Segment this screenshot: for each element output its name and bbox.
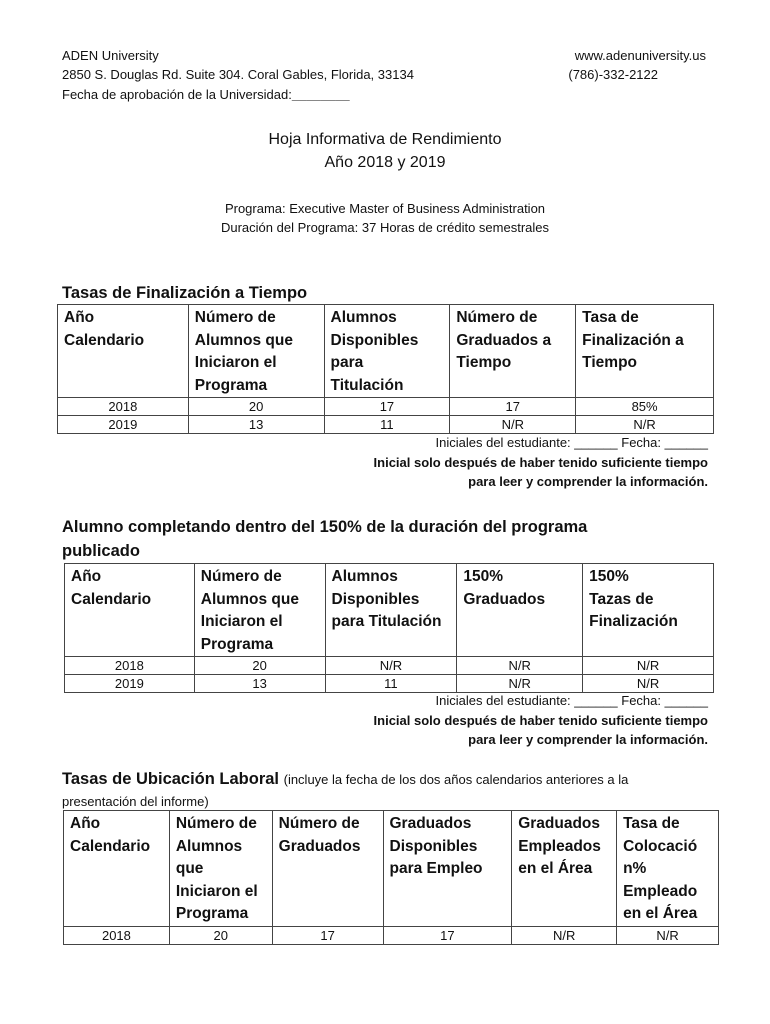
table-cell: N/R [617, 926, 719, 944]
header-cell: Año Calendario [71, 568, 152, 608]
approval-label: Fecha de aprobación de la Universidad: [62, 87, 292, 102]
table-cell: 2019 [58, 416, 189, 434]
header-cell: Número de Alumnos que Iniciaron el Programa [194, 309, 293, 394]
table-header-row [64, 811, 719, 927]
section2-title-line2: publicado [62, 542, 140, 560]
table-row [58, 416, 714, 434]
table-cell: 20 [188, 398, 324, 416]
completion-table [57, 304, 714, 434]
table-row [65, 657, 714, 675]
address: 2850 S. Douglas Rd. Suite 304. Coral Gables, Florida, 33134 [62, 67, 414, 82]
header-cell: Número de Graduados [278, 815, 361, 855]
table-header-row [65, 564, 714, 657]
table-cell: 17 [272, 926, 383, 944]
section3-note: (incluye la fecha de los dos años calendarios anteriores a la [283, 772, 629, 787]
section3-title: Tasas de Ubicación Laboral [62, 770, 280, 788]
approval-blank: ________ [291, 87, 350, 102]
table-row [65, 675, 714, 693]
acknowledgement-line2: para leer y comprender la información. [468, 474, 708, 489]
table-cell: 17 [383, 926, 512, 944]
table-cell: 17 [324, 398, 450, 416]
header-cell: Año Calendario [70, 815, 151, 855]
acknowledgement-line2: para leer y comprender la información. [468, 732, 708, 747]
table-cell: 13 [194, 675, 325, 693]
header-cell: Tasa de Colocació n% Empleado en el Área [623, 815, 698, 922]
header-cell: Tasa de Finalización a Tiempo [582, 309, 684, 371]
phone: (786)-332-2122 [568, 67, 658, 82]
job-placement-table [63, 810, 719, 945]
table-cell: N/R [457, 657, 583, 675]
header-cell: Alumnos Disponibles para Titulación [331, 568, 442, 630]
table-cell: N/R [325, 657, 457, 675]
table-cell: 2018 [58, 398, 189, 416]
table-cell: 2019 [65, 675, 195, 693]
program-duration: Duración del Programa: 37 Horas de crédito semestrales [220, 220, 550, 235]
table-cell: N/R [576, 416, 714, 434]
section3-note-continued: presentación del informe) [62, 794, 209, 809]
table-cell: N/R [512, 926, 617, 944]
header-cell: 150% Graduados [463, 568, 546, 608]
extended-completion-table [64, 563, 714, 693]
header-cell: Número de Alumnos que Iniciaron el Programa [175, 815, 258, 922]
header-cell: Número de Graduados a Tiempo [456, 309, 552, 371]
table-cell: 2018 [64, 926, 170, 944]
table-cell: 20 [169, 926, 272, 944]
table-cell: N/R [457, 675, 583, 693]
approval-date [62, 85, 350, 105]
table-cell: N/R [583, 675, 714, 693]
table-cell: 85% [576, 398, 714, 416]
student-initials-line: Iniciales del estudiante: ______ Fecha: ______ [435, 693, 708, 708]
table-header-row [58, 305, 714, 398]
table-row [64, 926, 719, 944]
website: www.adenuniversity.us [574, 48, 706, 63]
section1-title: Tasas de Finalización a Tiempo [62, 284, 308, 302]
acknowledgement-line1: Inicial solo después de haber tenido suficiente tiempo [373, 713, 708, 728]
program-name: Programa: Executive Master of Business Administration [224, 201, 546, 216]
header-cell: Graduados Empleados en el Área [518, 815, 601, 877]
table-cell: 11 [324, 416, 450, 434]
table-cell: 2018 [65, 657, 195, 675]
document-title: Hoja Informativa de Rendimiento [268, 131, 502, 148]
table-cell: N/R [583, 657, 714, 675]
table-row [58, 398, 714, 416]
document-years: Año 2018 y 2019 [324, 154, 446, 171]
header-cell: 150% Tazas de Finalización [589, 568, 678, 630]
header-cell: Graduados Disponibles para Empleo [389, 815, 483, 877]
institution-name: ADEN University [62, 48, 159, 63]
student-initials-line: Iniciales del estudiante: ______ Fecha: ______ [435, 435, 708, 450]
section2-title-line1: Alumno completando dentro del 150% de la duración del programa [62, 518, 588, 536]
header-cell: Alumnos Disponibles para Titulación [330, 309, 419, 394]
header-cell: Año Calendario [64, 309, 145, 349]
header-cell: Número de Alumnos que Iniciaron el Programa [200, 568, 299, 653]
table-cell: 20 [194, 657, 325, 675]
table-cell: 17 [450, 398, 576, 416]
section3-heading [62, 767, 628, 792]
acknowledgement-line1: Inicial solo después de haber tenido suficiente tiempo [373, 455, 708, 470]
table-cell: 13 [188, 416, 324, 434]
table-cell: 11 [325, 675, 457, 693]
table-cell: N/R [450, 416, 576, 434]
